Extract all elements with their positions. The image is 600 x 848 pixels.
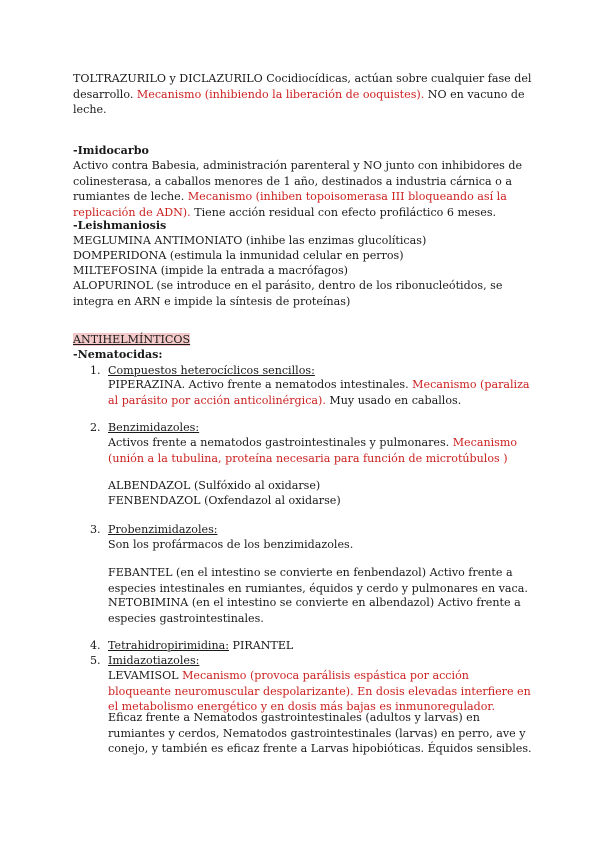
leish-line-4: ALOPURINOL (se introduce en el parásito, dentro de los ribonucleótidos, se integra en ARN e impide la síntesis de proteínas) xyxy=(73,279,503,308)
albendazol-line: ALBENDAZOL (Sulfóxido al oxidarse) xyxy=(108,479,321,492)
leish-line-1: MEGLUMINA ANTIMONIATO (inhibe las enzimas glucolíticas) xyxy=(73,234,427,247)
leishmaniosis-heading: -Leishmaniosis xyxy=(73,219,167,232)
item-2-body: Activos frente a nematodos gastrointestinales y pulmonares. Mecanismo (unión a la tubulina, proteína necesaria para función de microtúbulos ) xyxy=(108,436,518,465)
item-4-title: 4. Tetrahidropirimidina: PIRANTEL xyxy=(90,639,294,652)
levamisol-efficacy: Eficaz frente a Nematodos gastrointestinales (adultos y larvas) en rumiantes y cerdos, Nematodos gastrointestinales (larvas) en perro, ave y conejo, y también es eficaz frente a Larvas hipobióticas. Équidos sensibles. xyxy=(108,711,532,756)
item-1-title: 1. Compuestos heterocíclicos sencillos: xyxy=(90,364,315,377)
leish-line-3: MILTEFOSINA (impide la entrada a macrófagos) xyxy=(73,264,348,277)
mechanism-text: Mecanismo (inhiben topoisomerasa III bloqueando así la replicación de ADN). xyxy=(73,190,507,219)
mechanism-text: Mecanismo (inhibiendo la liberación de ooquistes). xyxy=(136,87,425,101)
netobimina-paragraph: NETOBIMINA (en el intestino se convierte en albendazol) Activo frente a especies gastrointestinales. xyxy=(108,596,521,625)
levamisol-paragraph: LEVAMISOL Mecanismo (provoca parálisis espástica por acción bloqueante neuromuscular despolarizante). En dosis elevadas interfiere en el metabolismo energético y en dosis más bajas es inmunoregulador. xyxy=(108,669,531,714)
item-1-body: PIPERAZINA. Activo frente a nematodos intestinales. Mecanismo (paraliza al parásito por acción anticolinérgica). Muy usado en caballos. xyxy=(108,378,530,407)
antihelminticos-heading: ANTIHELMÍNTICOS xyxy=(73,333,191,346)
item-3-title: 3. Probenzimidazoles: xyxy=(90,523,218,536)
toltrazurilo-paragraph: TOLTRAZURILO y DICLAZURILO Cocidiocídicas, actúan sobre cualquier fase del desarrollo. Mecanismo (inhibiendo la liberación de ooquistes). NO en vacuno de leche. xyxy=(73,72,532,117)
febantel-paragraph: FEBANTEL (en el intestino se convierte en fenbendazol) Activo frente a especies intestinales en rumiantes, équidos y cerdo y pulmonares en vaca. xyxy=(108,566,528,595)
mechanism-text: Mecanismo (unión a la tubulina, proteína necesaria para función de microtúbulos ) xyxy=(108,436,518,465)
mechanism-text: Mecanismo (paraliza al parásito por acción anticolinérgica). xyxy=(108,378,530,407)
leish-line-2: DOMPERIDONA (estimula la inmunidad celular en perros) xyxy=(73,249,404,262)
imidocarbo-paragraph: Activo contra Babesia, administración parenteral y NO junto con inhibidores de colinesterasa, a caballos menores de 1 año, destinados a industria cárnica o a rumiantes de leche. Mecanismo (inhiben topoisomerasa III bloqueando así la replicación de ADN). Tiene acción residual con efecto profiláctico 6 meses. xyxy=(73,159,523,219)
imidocarbo-heading: -Imidocarbo xyxy=(73,144,149,157)
item-3-desc: Son los profármacos de los benzimidazoles. xyxy=(108,538,354,551)
mechanism-text: Mecanismo (provoca parálisis espástica por acción bloqueante neuromuscular despolarizante). xyxy=(108,669,469,698)
item-2-title: 2. Benzimidazoles: xyxy=(90,421,200,434)
nematocidas-heading: -Nematocidas: xyxy=(73,348,163,361)
item-5-title: 5. Imidazotiazoles: xyxy=(90,654,200,667)
fenbendazol-line: FENBENDAZOL (Oxfendazol al oxidarse) xyxy=(108,494,341,507)
